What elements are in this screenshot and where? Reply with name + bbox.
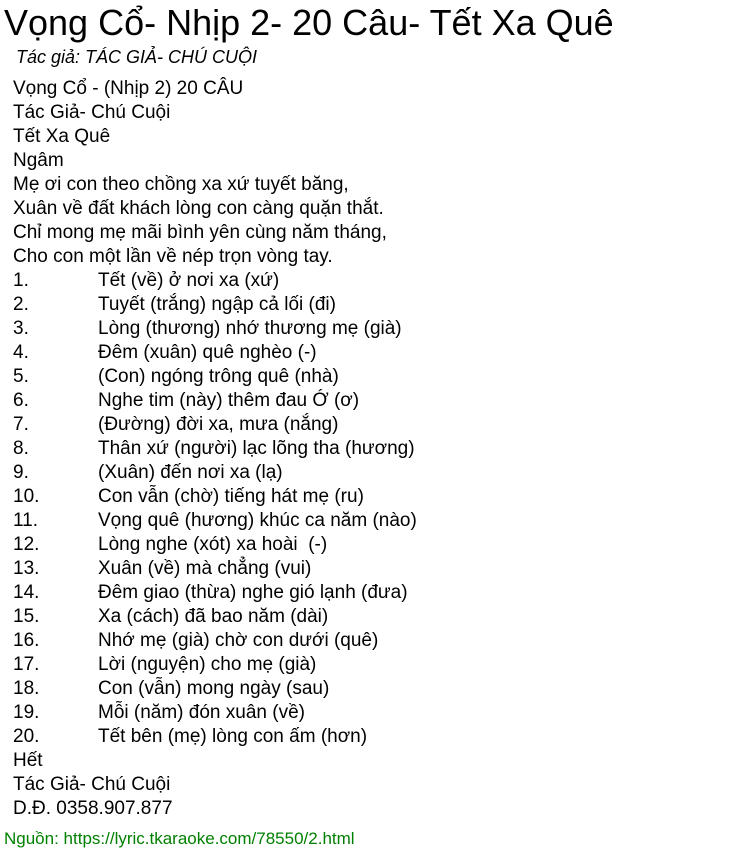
verse-row (13, 557, 417, 581)
verse-row (13, 485, 417, 509)
intro-line: Vọng Cổ - (Nhịp 2) 20 CÂU (13, 78, 244, 99)
verse-text: Mỗi (năm) đón xuân (về) (98, 702, 305, 723)
verse-text: Đêm (xuân) quê nghèo (-) (98, 342, 317, 363)
verse-text: (Đường) đời xa, mưa (nắng) (98, 414, 339, 435)
verse-text: Con (vẫn) mong ngày (sau) (98, 678, 330, 699)
verse-number: 9. (13, 462, 29, 483)
verse-number: 3. (13, 318, 29, 339)
verse-text: (Con) ngóng trông quê (nhà) (98, 366, 339, 387)
verse-number: 13. (13, 558, 40, 579)
verse-text: Xuân (về) mà chẳng (vui) (98, 558, 312, 579)
verse-number: 16. (13, 630, 40, 651)
intro-block (13, 77, 417, 269)
verse-row (13, 413, 417, 437)
intro-line: Xuân về đất khách lòng con càng quặn thắt. (13, 198, 384, 219)
verse-number: 11. (13, 510, 39, 531)
verse-text: Tuyết (trắng) ngập cả lối (đi) (98, 294, 336, 315)
verse-number: 7. (13, 414, 29, 435)
verse-row (13, 653, 417, 677)
verse-text: Thân xứ (người) lạc lõng tha (hương) (98, 438, 415, 459)
intro-line: Mẹ ơi con theo chồng xa xứ tuyết băng, (13, 174, 349, 195)
author-subtitle: Tác giả: TÁC GIẢ- CHÚ CUỘI (16, 47, 258, 67)
verse-text: (Xuân) đến nơi xa (lạ) (98, 462, 283, 483)
lyrics-body (13, 77, 417, 821)
verse-row (13, 701, 417, 725)
verse-list (13, 269, 417, 749)
verse-row (13, 725, 417, 749)
verse-row (13, 677, 417, 701)
verse-text: Tết bên (mẹ) lòng con ấm (hơn) (98, 726, 368, 747)
verse-row (13, 533, 417, 557)
verse-number: 20. (13, 726, 40, 747)
verse-text: Vọng quê (hương) khúc ca năm (nào) (98, 510, 417, 531)
verse-text: Tết (về) ở nơi xa (xứ) (98, 270, 280, 291)
verse-number: 12. (13, 534, 40, 555)
verse-text: Lời (nguyện) cho mẹ (già) (98, 654, 317, 675)
verse-number: 5. (13, 366, 29, 387)
verse-number: 18. (13, 678, 40, 699)
verse-text: Nghe tim (này) thêm đau Ớ (ơ) (98, 390, 360, 411)
verse-number: 19. (13, 702, 40, 723)
intro-line: Ngâm (13, 150, 64, 171)
verse-text: Lòng (thương) nhớ thương mẹ (già) (98, 318, 402, 339)
verse-number: 15. (13, 606, 40, 627)
verse-row (13, 389, 417, 413)
verse-number: 6. (13, 390, 29, 411)
verse-number: 10. (13, 486, 40, 507)
verse-number: 1. (13, 270, 29, 291)
verse-row (13, 509, 417, 533)
verse-row (13, 437, 417, 461)
verse-row (13, 317, 417, 341)
verse-text: Nhớ mẹ (già) chờ con dưới (quê) (98, 630, 379, 651)
verse-row (13, 605, 417, 629)
verse-number: 14. (13, 582, 40, 603)
intro-line: Chỉ mong mẹ mãi bình yên cùng năm tháng, (13, 222, 387, 243)
verse-row (13, 581, 417, 605)
verse-text: Lòng nghe (xót) xa hoài (-) (98, 534, 328, 555)
source-link[interactable]: Nguồn: https://lyric.tkaraoke.com/78550/2.html (4, 829, 355, 848)
closing-line: D.Đ. 0358.907.877 (13, 798, 173, 819)
page-title: Vọng Cổ- Nhịp 2- 20 Câu- Tết Xa Quê (4, 2, 614, 43)
closing-block (13, 749, 417, 821)
intro-line: Tết Xa Quê (13, 126, 111, 147)
closing-line: Tác Giả- Chú Cuội (13, 774, 171, 795)
verse-number: 2. (13, 294, 29, 315)
verse-text: Con vẫn (chờ) tiếng hát mẹ (ru) (98, 486, 364, 507)
verse-text: Đêm giao (thừa) nghe gió lạnh (đưa) (98, 582, 408, 603)
verse-number: 17. (13, 654, 40, 675)
verse-row (13, 269, 417, 293)
verse-row (13, 461, 417, 485)
verse-row (13, 341, 417, 365)
verse-row (13, 293, 417, 317)
intro-line: Cho con một lần về nép trọn vòng tay. (13, 246, 333, 267)
closing-line: Hết (13, 750, 43, 771)
verse-number: 8. (13, 438, 29, 459)
verse-text: Xa (cách) đã bao năm (dài) (98, 606, 329, 627)
verse-row (13, 629, 417, 653)
intro-line: Tác Giả- Chú Cuội (13, 102, 171, 123)
verse-number: 4. (13, 342, 29, 363)
verse-row (13, 365, 417, 389)
